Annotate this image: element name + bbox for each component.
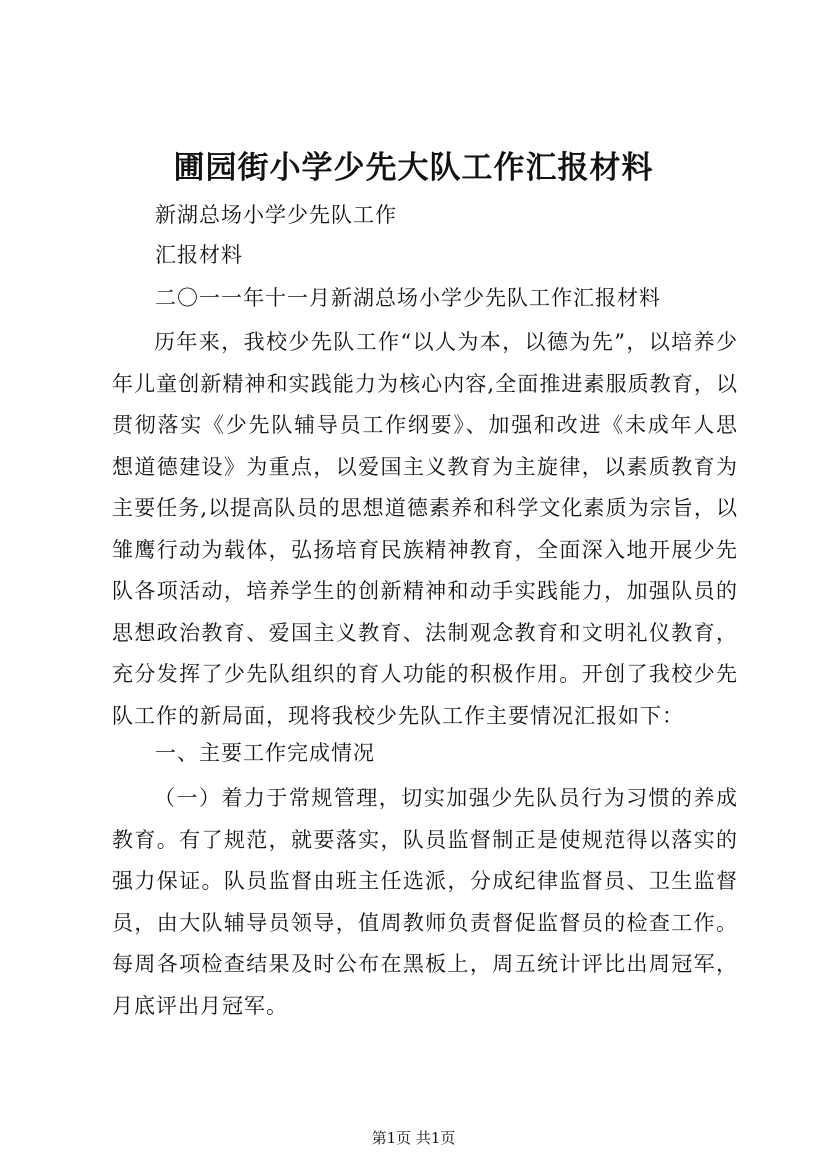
section-heading: 一、主要工作完成情况 [155, 741, 375, 765]
intro-paragraph: 历年来，我校少先队工作“以人为本，以德为先”，以培养少年儿童创新精神和实践能力为核心内容,全面推进素服质教育，以贯彻落实《少先队辅导员工作纲要》、加强和改进《未成年人思想道德建设》为重点，以爱国主义教育为主旋律，以素质教育为主要任务,以提高队员的思想道德素养和科学文化素质为宗旨，以雏鹰行动为载体，弘扬培育民族精神教育，全面深入地开展少先队各项活动，培养学生的创新精神和动手实践能力，加强队员的思想政治教育、爱国主义教育、法制观念教育和文明礼仪教育，充分发挥了少先队组织的育人功能的积极作用。开创了我校少先队工作的新局面，现将我校少先队工作主要情况汇报如下： [112, 330, 738, 728]
section1-paragraph: （一）着力于常规管理，切实加强少先队员行为习惯的养成教育。有了规范，就要落实，队员监督制正是使规范得以落实的强力保证。队员监督由班主任选派，分成纪律监督员、卫生监督员，由大队辅导员领导，值周教师负责督促监督员的检查工作。每周各项检查结果及时公布在黑板上，周五统计评比出周冠军，月底评出月冠军。 [112, 786, 738, 1018]
page-footer: 第1页 共1页 [371, 1129, 456, 1147]
document-title: 圃园街小学少先大队工作汇报材料 [173, 150, 654, 186]
school-line: 新湖总场小学少先队工作 [155, 203, 397, 227]
dateline: 二〇一一年十一月新湖总场小学少先队工作汇报材料 [155, 286, 661, 310]
report-line: 汇报材料 [155, 243, 243, 267]
